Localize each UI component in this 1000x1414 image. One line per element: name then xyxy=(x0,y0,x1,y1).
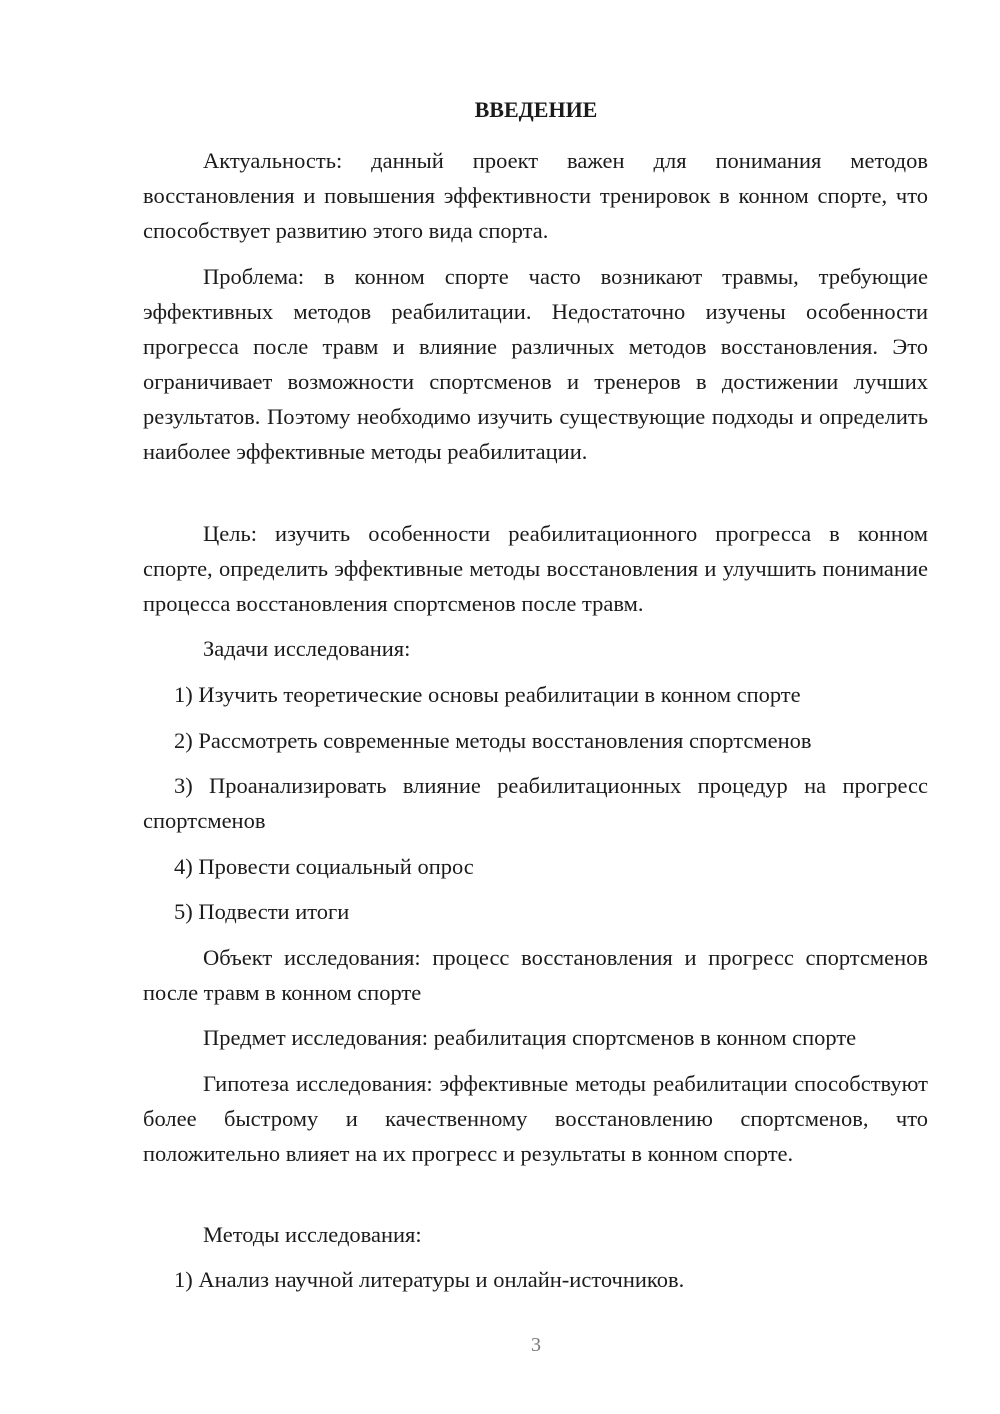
task-item: 2) Рассмотреть современные методы восстановления спортсменов xyxy=(174,728,812,753)
methods-title: Методы исследования: xyxy=(203,1222,422,1247)
page-number: 3 xyxy=(531,1334,541,1356)
task-item: 5) Подвести итоги xyxy=(174,899,350,924)
hypothesis-paragraph: Гипотеза исследования: эффективные методы реабилитации способствуют более быстрому и качественному восстановлению спортсменов, что положительно влияет на их прогресс и результаты в конном спорте. xyxy=(143,1071,928,1166)
tasks-title: Задачи исследования: xyxy=(203,636,411,661)
subject-paragraph: Предмет исследования: реабилитация спортсменов в конном спорте xyxy=(203,1025,857,1050)
problem-paragraph: Проблема: в конном спорте часто возникают травмы, требующие эффективных методов реабилитации. Недостаточно изучены особенности прогресса после травм и влияние различных методов восстановления. Это ограничивает возможности спортсменов и тренеров в достижении лучших результатов. Поэтому необходимо изучить существующие подходы и определить наиболее эффективные методы реабилитации. xyxy=(143,264,928,464)
relevance-paragraph: Актуальность: данный проект важен для понимания методов восстановления и повышения эффективности тренировок в конном спорте, что способствует развитию этого вида спорта. xyxy=(143,148,928,243)
task-item: 3) Проанализировать влияние реабилитационных процедур на прогресс спортсменов xyxy=(143,773,928,833)
task-item: 4) Провести социальный опрос xyxy=(174,854,474,879)
section-heading: ВВЕДЕНИЕ xyxy=(474,97,598,122)
object-paragraph: Объект исследования: процесс восстановления и прогресс спортсменов после травм в конном спорте xyxy=(143,945,928,1005)
task-item: 1) Изучить теоретические основы реабилитации в конном спорте xyxy=(174,682,801,707)
goal-paragraph: Цель: изучить особенности реабилитационного прогресса в конном спорте, определить эффективные методы восстановления и улучшить понимание процесса восстановления спортсменов после травм. xyxy=(143,521,928,616)
method-item: 1) Анализ научной литературы и онлайн-источников. xyxy=(174,1267,685,1292)
